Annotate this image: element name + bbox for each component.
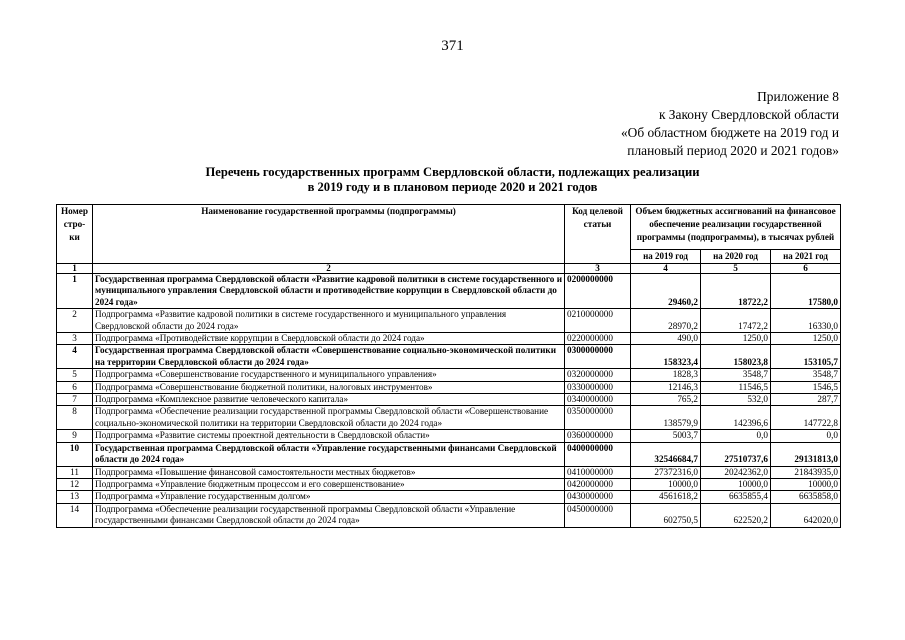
amount-2020: 27510737,6 [701, 442, 771, 466]
title-line: в 2019 году и в плановом периоде 2020 и 2021 годов [307, 180, 598, 194]
row-number: 2 [57, 309, 93, 333]
program-name: Подпрограмма «Обеспечение реализации государственной программы Свердловской области «Совершенствование социально-экономической политики на территории Свердловской области до 2024 года» [93, 406, 565, 430]
amount-2021: 642020,0 [771, 503, 841, 527]
header-budget-volume: Объем бюджетных ассигнований на финансовое обеспечение реализации государственной программы (подпрограммы), в тысячах рублей [631, 205, 841, 250]
appendix-note [621, 88, 839, 160]
target-code: 0340000000 [565, 394, 631, 406]
row-number: 13 [57, 491, 93, 503]
column-number: 5 [701, 264, 771, 274]
target-code: 0220000000 [565, 333, 631, 345]
table-row [57, 466, 841, 478]
row-number: 7 [57, 394, 93, 406]
appendix-line: к Закону Свердловской области [658, 107, 839, 122]
amount-2020: 1250,0 [701, 333, 771, 345]
programs-table [56, 204, 841, 528]
program-name: Подпрограмма «Развитие системы проектной деятельности в Свердловской области» [93, 430, 565, 442]
header-target-code: Код целевой статьи [565, 205, 631, 264]
amount-2021: 21843935,0 [771, 466, 841, 478]
amount-2019: 602750,5 [631, 503, 701, 527]
column-number: 2 [93, 264, 565, 274]
amount-2021: 0,0 [771, 430, 841, 442]
amount-2020: 532,0 [701, 394, 771, 406]
target-code: 0400000000 [565, 442, 631, 466]
program-name: Подпрограмма «Противодействие коррупции в Свердловской области до 2024 года» [93, 333, 565, 345]
amount-2019: 28970,2 [631, 309, 701, 333]
amount-2020: 622520,2 [701, 503, 771, 527]
header-year-2020: на 2020 год [701, 249, 771, 263]
program-name: Государственная программа Свердловской области «Управление государственными финансами Свердловской области до 2024 года» [93, 442, 565, 466]
appendix-line: плановый период 2020 и 2021 годов» [627, 143, 839, 158]
row-number: 3 [57, 333, 93, 345]
amount-2020: 20242362,0 [701, 466, 771, 478]
amount-2019: 29460,2 [631, 274, 701, 309]
program-name: Подпрограмма «Развитие кадровой политики в системе государственного и муниципального управления Свердловской области до 2024 года» [93, 309, 565, 333]
amount-2019: 27372316,0 [631, 466, 701, 478]
row-number: 10 [57, 442, 93, 466]
program-name: Подпрограмма «Комплексное развитие человеческого капитала» [93, 394, 565, 406]
row-number: 1 [57, 274, 93, 309]
amount-2019: 158323,4 [631, 345, 701, 369]
program-name: Государственная программа Свердловской области «Совершенствование социально-экономической политики на территории Свердловской области до 2024 года» [93, 345, 565, 369]
amount-2020: 18722,2 [701, 274, 771, 309]
appendix-line: «Об областном бюджете на 2019 год и [620, 125, 839, 140]
header-row-number: Номер стро-ки [57, 205, 93, 264]
amount-2020: 3548,7 [701, 369, 771, 381]
amount-2019: 490,0 [631, 333, 701, 345]
amount-2019: 138579,9 [631, 406, 701, 430]
amount-2019: 12146,3 [631, 381, 701, 393]
column-number: 6 [771, 264, 841, 274]
table-row [57, 381, 841, 393]
table-row [57, 333, 841, 345]
amount-2021: 287,7 [771, 394, 841, 406]
target-code: 0450000000 [565, 503, 631, 527]
table-row [57, 430, 841, 442]
program-name: Подпрограмма «Совершенствование государственного и муниципального управления» [93, 369, 565, 381]
document-title [0, 165, 905, 195]
table-row [57, 274, 841, 309]
header-program-name: Наименование государственной программы (подпрограммы) [93, 205, 565, 264]
target-code: 0360000000 [565, 430, 631, 442]
amount-2021: 1250,0 [771, 333, 841, 345]
target-code: 0210000000 [565, 309, 631, 333]
row-number: 12 [57, 478, 93, 490]
target-code: 0420000000 [565, 478, 631, 490]
amount-2020: 0,0 [701, 430, 771, 442]
table-row [57, 345, 841, 369]
amount-2020: 6635855,4 [701, 491, 771, 503]
row-number: 5 [57, 369, 93, 381]
row-number: 8 [57, 406, 93, 430]
program-name: Подпрограмма «Повышение финансовой самостоятельности местных бюджетов» [93, 466, 565, 478]
table-row [57, 478, 841, 490]
program-name: Подпрограмма «Обеспечение реализации государственной программы Свердловской области «Управление государственными финансами Свердловской области до 2024 года» [93, 503, 565, 527]
amount-2021: 10000,0 [771, 478, 841, 490]
page-number: 371 [441, 38, 464, 54]
program-name: Подпрограмма «Управление бюджетным процессом и его совершенствование» [93, 478, 565, 490]
table-row [57, 503, 841, 527]
target-code: 0410000000 [565, 466, 631, 478]
amount-2021: 29131813,0 [771, 442, 841, 466]
table-row [57, 442, 841, 466]
amount-2019: 4561618,2 [631, 491, 701, 503]
column-number: 4 [631, 264, 701, 274]
amount-2019: 5003,7 [631, 430, 701, 442]
row-number: 4 [57, 345, 93, 369]
amount-2021: 17580,0 [771, 274, 841, 309]
amount-2021: 153105,7 [771, 345, 841, 369]
row-number: 14 [57, 503, 93, 527]
table-row [57, 406, 841, 430]
amount-2021: 6635858,0 [771, 491, 841, 503]
table-row [57, 491, 841, 503]
row-number: 9 [57, 430, 93, 442]
amount-2019: 32546684,7 [631, 442, 701, 466]
appendix-line: Приложение 8 [757, 89, 839, 104]
target-code: 0330000000 [565, 381, 631, 393]
column-number-row [57, 264, 841, 274]
title-line: Перечень государственных программ Свердловской области, подлежащих реализации [205, 165, 700, 179]
column-number: 3 [565, 264, 631, 274]
amount-2021: 16330,0 [771, 309, 841, 333]
amount-2019: 10000,0 [631, 478, 701, 490]
row-number: 11 [57, 466, 93, 478]
table-row [57, 394, 841, 406]
amount-2020: 17472,2 [701, 309, 771, 333]
program-name: Подпрограмма «Совершенствование бюджетной политики, налоговых инструментов» [93, 381, 565, 393]
target-code: 0200000000 [565, 274, 631, 309]
target-code: 0300000000 [565, 345, 631, 369]
amount-2021: 3548,7 [771, 369, 841, 381]
table-row [57, 309, 841, 333]
column-number: 1 [57, 264, 93, 274]
target-code: 0350000000 [565, 406, 631, 430]
header-year-2019: на 2019 год [631, 249, 701, 263]
header-year-2021: на 2021 год [771, 249, 841, 263]
target-code: 0320000000 [565, 369, 631, 381]
table-row [57, 369, 841, 381]
row-number: 6 [57, 381, 93, 393]
program-name: Государственная программа Свердловской области «Развитие кадровой политики в системе государственного и муниципального управления Свердловской области и противодействие коррупции в Свердловской области до 2024 года» [93, 274, 565, 309]
amount-2020: 11546,5 [701, 381, 771, 393]
amount-2019: 1828,3 [631, 369, 701, 381]
target-code: 0430000000 [565, 491, 631, 503]
amount-2019: 765,2 [631, 394, 701, 406]
amount-2020: 10000,0 [701, 478, 771, 490]
program-name: Подпрограмма «Управление государственным долгом» [93, 491, 565, 503]
amount-2021: 1546,5 [771, 381, 841, 393]
amount-2021: 147722,8 [771, 406, 841, 430]
amount-2020: 142396,6 [701, 406, 771, 430]
amount-2020: 158023,8 [701, 345, 771, 369]
